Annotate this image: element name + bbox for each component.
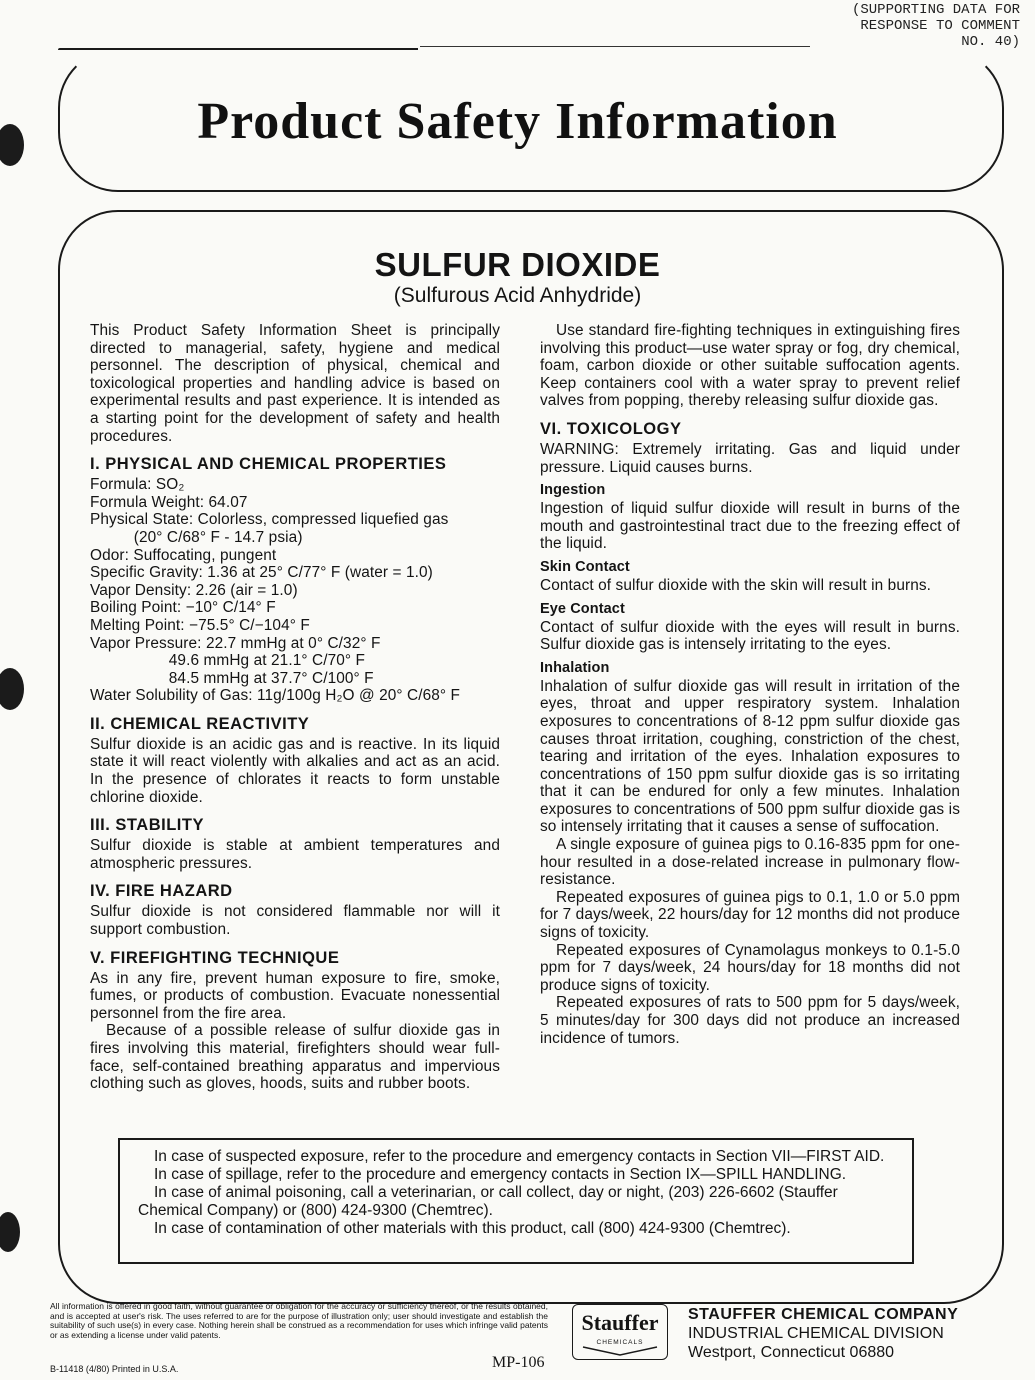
firefighting-paragraph-2: Because of a possible release of sulfur dioxide gas in fires involving this material, firefighters should wear full-face, self-contained breathing apparatus and impervious clothing such as gloves, hoods, suits and rubber boots. bbox=[90, 1022, 500, 1093]
section-heading-fire: IV. FIRE HAZARD bbox=[90, 882, 233, 901]
property-weight: Formula Weight: 64.07 bbox=[90, 493, 248, 511]
callout-animal-poisoning: In case of animal poisoning, call a veterinarian, or call collect, day or night, (203) 226-6602 (Stauffer Chemical Company) or (800) 424-9300 (Chemtrec). bbox=[138, 1184, 838, 1219]
reactivity-text: Sulfur dioxide is an acidic gas and is reactive. In its liquid state it will react violently with alkalies and act as an acid. In the presence of chlorates it reacts to form unstable chlorine dioxide. bbox=[90, 735, 500, 806]
firefighting-paragraph-3: Use standard fire-fighting techniques in extinguishing fires involving this product—use water spray or fog, dry chemical, foam, carbon dioxide or other suitable suffocation agents. Keep containers cool with a water spray to prevent relief valves from popping, thereby releasing sulfur dioxide gas. bbox=[540, 322, 960, 410]
property-gravity: Specific Gravity: 1.36 at 25° C/77° F (water = 1.0) bbox=[90, 564, 433, 582]
section-heading-toxicology: VI. TOXICOLOGY bbox=[540, 419, 682, 438]
page-title: Product Safety Information bbox=[197, 93, 838, 150]
section-heading-firefighting: V. FIREFIGHTING TECHNIQUE bbox=[90, 948, 340, 967]
company-address: Westport, Connecticut 06880 bbox=[688, 1344, 895, 1361]
logo-chevron-icon bbox=[573, 1305, 667, 1359]
company-name: STAUFFER CHEMICAL COMPANY bbox=[688, 1306, 959, 1323]
note-line-3: NO. 40) bbox=[961, 34, 1020, 50]
emergency-callout bbox=[118, 1138, 914, 1264]
property-odor: Odor: Suffocating, pungent bbox=[90, 546, 277, 564]
property-pressure-3: 84.5 mmHg at 37.7° C/100° F bbox=[90, 669, 374, 687]
company-division: INDUSTRIAL CHEMICAL DIVISION bbox=[688, 1325, 944, 1342]
stability-text: Sulfur dioxide is stable at ambient temperatures and atmospheric pressures. bbox=[90, 837, 500, 872]
logo-name: Stauffer bbox=[581, 1310, 659, 1335]
section-heading-stability: III. STABILITY bbox=[90, 816, 204, 835]
punch-hole bbox=[0, 1212, 20, 1252]
stauffer-logo bbox=[572, 1304, 668, 1360]
form-number: B-11418 (4/80) Printed in U.S.A. bbox=[50, 1364, 179, 1374]
note-line-1: (SUPPORTING DATA FOR bbox=[851, 2, 1020, 18]
property-boiling: Boiling Point: −10° C/14° F bbox=[90, 599, 276, 617]
skin-contact-text: Contact of sulfur dioxide with the skin will result in burns. bbox=[540, 576, 932, 594]
firefighting-paragraph-1: As in any fire, prevent human exposure to fire, smoke, fumes, or products of combustion. Evacuate nonessential personnel from the fire area. bbox=[90, 969, 500, 1022]
section-heading-reactivity: II. CHEMICAL REACTIVITY bbox=[90, 714, 310, 733]
note-line-2: RESPONSE TO COMMENT bbox=[860, 18, 1020, 34]
toxicology-warning: WARNING: Extremely irritating. Gas and liquid under pressure. Liquid causes burns. bbox=[540, 440, 960, 476]
property-solubility: Water Solubility of Gas: 11g/100g H₂O @ 20° C/68° F bbox=[90, 687, 461, 705]
property-formula: Formula: SO₂ bbox=[90, 476, 185, 494]
property-pressure-2: 49.6 mmHg at 21.1° C/70° F bbox=[90, 652, 366, 670]
fire-text: Sulfur dioxide is not considered flammable nor will it support combustion. bbox=[90, 903, 500, 939]
subheading-eye-contact: Eye Contact bbox=[540, 600, 625, 617]
document-subtitle: (Sulfurous Acid Anhydride) bbox=[393, 284, 642, 307]
inhalation-text-4: Repeated exposures of Cynamolagus monkeys to 0.1-5.0 ppm for 7 days/week, 24 hours/day for 18 months did not produce signs of toxicity. bbox=[540, 941, 960, 994]
disclaimer: All information is offered in good faith, without guarantee or obligation for the accuracy or sufficiency thereof, or the results obtained, and is accepted at user's risk. The uses referred to are for the purpose of illustration only; user should investigate and establish the suitability of such use(s) in every case. Nothing herein shall be construed as a recommendation for uses which infringe valid patents or as extending a license under valid patents. bbox=[50, 1301, 548, 1340]
subheading-ingestion: Ingestion bbox=[540, 482, 606, 499]
property-state: Physical State: Colorless, compressed liquefied gas bbox=[90, 511, 449, 529]
punch-hole bbox=[0, 668, 24, 710]
eye-contact-text: Contact of sulfur dioxide with the eyes will result in burns. Sulfur dioxide gas is intensely irritating to the eyes. bbox=[540, 618, 960, 654]
property-pressure: Vapor Pressure: 22.7 mmHg at 0° C/32° F bbox=[90, 634, 381, 652]
handwritten-note bbox=[820, 2, 1020, 50]
callout-contamination: In case of contamination of other materials with this product, call (800) 424-9300 (Chemtrec). bbox=[154, 1220, 791, 1237]
property-state-cont: (20° C/68° F - 14.7 psia) bbox=[90, 528, 303, 546]
callout-spill: In case of spillage, refer to the procedure and emergency contacts in Section IX—SPILL HANDLING. bbox=[154, 1166, 847, 1183]
subheading-inhalation: Inhalation bbox=[540, 659, 610, 676]
intro-paragraph: This Product Safety Information Sheet is principally directed to managerial, safety, hygiene and medical personnel. The description of physical, chemical and toxicological properties and handling advice is based on experimental results and past experience. It is intended as a starting point for the development of safety and health procedures. bbox=[90, 322, 500, 445]
callout-first-aid: In case of suspected exposure, refer to the procedure and emergency contacts in Section VII—FIRST AID. bbox=[154, 1148, 885, 1165]
annotation-rule bbox=[420, 46, 810, 47]
inhalation-text-3: Repeated exposures of guinea pigs to 0.1, 1.0 or 5.0 ppm for 7 days/week, 22 hours/day for 12 months did not produce signs of toxicity. bbox=[540, 888, 960, 942]
subheading-skin-contact: Skin Contact bbox=[540, 558, 630, 575]
inhalation-text-1: Inhalation of sulfur dioxide gas will result in irritation of the eyes, throat and upper respiratory system. Inhalation exposures to concentrations of 8-12 ppm sulfur dioxide gas causes throat irritation, coughing, constriction of the chest, tearing and irritation of the eyes. Inhalation exposures to concentrations of 150 ppm sulfur dioxide gas is so irritating that it can be endured for only a few minutes. Inhalation exposures to concentrations of 500 ppm sulfur dioxide gas is so intensely irritating that it causes a sense of suffocation. bbox=[540, 677, 960, 836]
property-vapor-density: Vapor Density: 2.26 (air = 1.0) bbox=[90, 581, 298, 599]
ingestion-text: Ingestion of liquid sulfur dioxide will result in burns of the mouth and gastrointestinal tract due to the freezing effect of the liquid. bbox=[540, 500, 960, 553]
property-melting: Melting Point: −75.5° C/−104° F bbox=[90, 616, 310, 634]
page-code: MP-106 bbox=[492, 1354, 545, 1371]
inhalation-text-5: Repeated exposures of rats to 500 ppm for 5 days/week, 5 minutes/day for 300 days did not produce an increased incidence of tumors. bbox=[540, 994, 960, 1047]
document-title: SULFUR DIOXIDE bbox=[374, 246, 661, 283]
logo-tagline: CHEMICALS bbox=[596, 1339, 644, 1346]
right-column bbox=[540, 322, 960, 1047]
left-column bbox=[90, 322, 500, 1093]
section-heading-physical: I. PHYSICAL AND CHEMICAL PROPERTIES bbox=[90, 455, 447, 474]
inhalation-text-2: A single exposure of guinea pigs to 0.16-835 ppm for one-hour resulted in a dose-related increase in pulmonary flow-resistance. bbox=[540, 836, 960, 889]
